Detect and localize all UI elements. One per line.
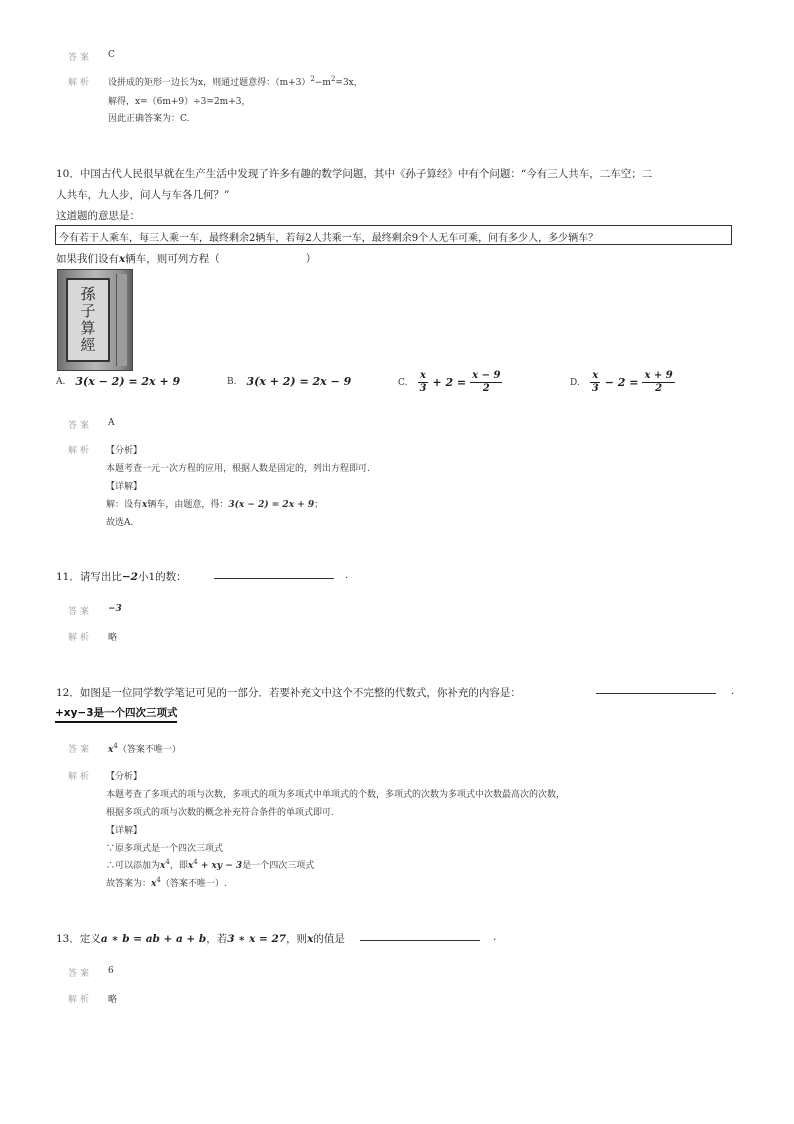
analysis-label: 解析 <box>68 78 93 88</box>
answer-label: 答案 <box>68 421 93 431</box>
boxed-explanation-text: 今有若干人乘车，每三人乘一车，最终剩余2辆车，若每2人共乘一车，最终剩余9个人无车可乘，问有多少人，多少辆车？ <box>59 233 599 244</box>
answer-label: 答案 <box>68 607 93 617</box>
answer-value: 6 <box>108 966 114 976</box>
analysis-line: 故选A. <box>106 518 134 528</box>
book-char: 孫 <box>80 285 96 303</box>
question-11-stem: 11．请写出比−2小1的数： <box>56 571 187 583</box>
analysis-line: 设拼成的矩形一边长为x，则通过题意得：$(m+3)^2-m^2=3x$， <box>108 75 363 88</box>
analysis-line: 本题考查了多项式的项与次数，多项式的项为多项式中单项式的个数，多项式的次数为多项式中次数最高次的次数， <box>106 790 566 800</box>
book-char: 子 <box>80 302 96 320</box>
answer-value: A <box>108 418 115 428</box>
analysis-line: 解得，x=（6m+9）÷3=2m+3， <box>108 97 251 107</box>
analysis-line: 故答案为：$x^4$（答案不唯一）. <box>106 876 227 889</box>
book-char: 經 <box>80 336 96 354</box>
answer-value: C <box>108 50 115 60</box>
answer-blank[interactable] <box>596 693 716 694</box>
analysis-xiangjie-heading: 【详解】 <box>106 482 143 492</box>
sunzi-suanjing-book-image <box>57 269 133 371</box>
answer-blank[interactable] <box>214 578 334 579</box>
analysis-label: 解析 <box>68 633 93 643</box>
book-char: 算 <box>80 319 96 337</box>
notebook-snippet-image <box>55 704 177 723</box>
option-c: C. $\frac{x}{3}$ + 2 = $\frac{x - 9}{2}$ <box>398 370 501 394</box>
analysis-text: 略 <box>108 995 118 1005</box>
analysis-line: ∴可以添加为$x^4$，即$x^4$ + xy − 3是一个四次三项式 <box>106 858 315 871</box>
analysis-line: 本题考查一元一次方程的应用，根据人数是固定的，列出方程即可. <box>106 464 370 474</box>
boxed-explanation <box>55 225 732 245</box>
answer-label: 答案 <box>68 53 93 63</box>
analysis-line: 因此正确答案为：C. <box>108 114 190 124</box>
analysis-line: ∵原多项式是一个四次三项式 <box>106 844 224 854</box>
answer-value: −3 <box>108 604 122 614</box>
option-a: A. 3(x − 2) = 2x + 9 <box>56 375 181 388</box>
question-13-stem: 13．定义a ∗ b = ab + a + b，若3 ∗ x = 27，则x的值是 <box>56 933 345 945</box>
question-13-end: . <box>493 931 497 943</box>
answer-label: 答案 <box>68 969 93 979</box>
answer-label: 答案 <box>68 745 93 755</box>
question-12-end: . <box>731 685 735 697</box>
analysis-line: 根据多项式的项与次数的概念补充符合条件的单项式即可. <box>106 808 334 818</box>
answer-blank[interactable] <box>360 940 480 941</box>
question-10-stem: 10．中国古代人民很早就在生产生活中发现了许多有趣的数学问题，其中《孙子算经》中有个问题：“今有三人共车，二车空；二 <box>56 168 653 180</box>
notebook-snippet-text: +xy−3是一个四次三项式 <box>55 707 178 719</box>
analysis-label: 解析 <box>68 772 93 782</box>
option-d: D. $\frac{x}{3}$ − 2 = $\frac{x + 9}{2}$ <box>570 370 673 394</box>
analysis-label: 解析 <box>68 995 93 1005</box>
analysis-fenxi-heading: 【分析】 <box>106 446 143 456</box>
question-10-stem-cont: 人共车，九人步，问人与车各几何？” <box>56 189 230 201</box>
analysis-text: 略 <box>108 633 118 643</box>
question-10-setup: 如果我们设有x辆车，则可列方程（ ） <box>56 253 317 265</box>
answer-value: $x^4$（答案不唯一） <box>108 742 181 755</box>
question-11-end: . <box>345 569 349 581</box>
analysis-label: 解析 <box>68 446 93 456</box>
analysis-fenxi-heading: 【分析】 <box>106 772 143 782</box>
analysis-xiangjie-heading: 【详解】 <box>106 826 143 836</box>
option-b: B. 3(x + 2) = 2x − 9 <box>227 375 352 388</box>
analysis-line: 解：设有x辆车，由题意，得：3(x − 2) = 2x + 9； <box>106 500 324 510</box>
question-12-stem: 12．如图是一位同学数学笔记可见的一部分．若要补充文中这个不完整的代数式，你补充的内容是： <box>56 687 521 699</box>
question-10-meaning-intro: 这道题的意思是： <box>56 210 140 222</box>
